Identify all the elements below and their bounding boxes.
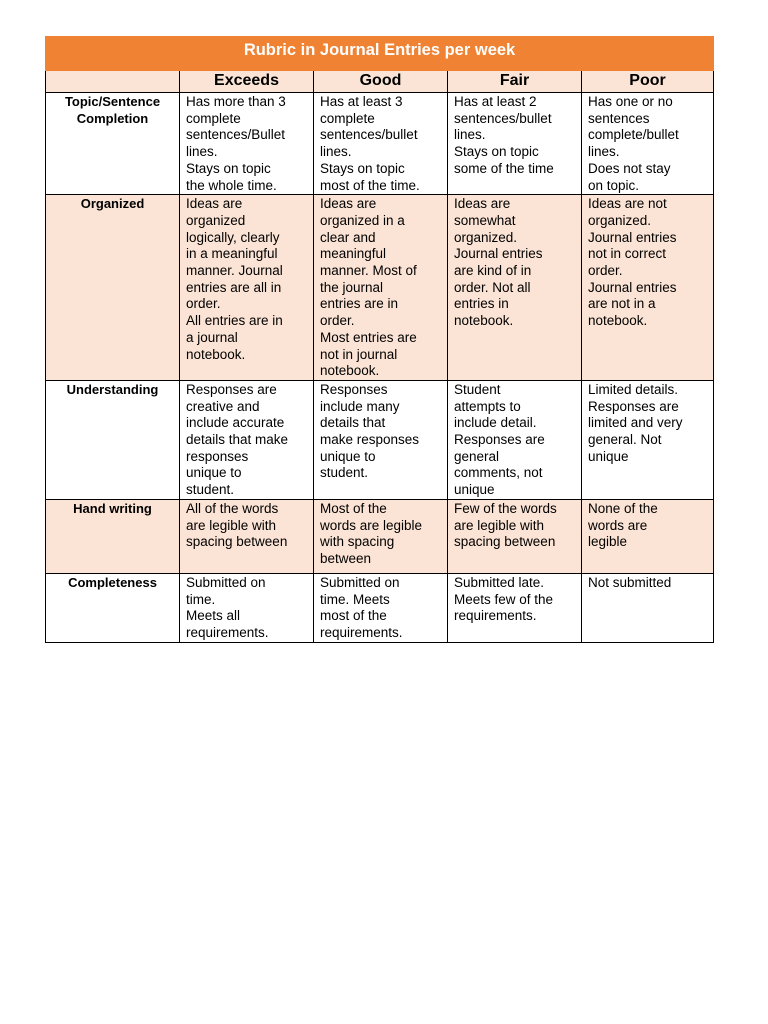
corner-header-cell (46, 71, 180, 93)
rubric-cell: Responses include many details that make responses unique to student. (314, 380, 448, 499)
rubric-title: Rubric in Journal Entries per week (46, 37, 714, 71)
rubric-cell: Has one or no sentences complete/bullet lines. Does not stay on topic. (582, 93, 714, 195)
column-header-good: Good (314, 71, 448, 93)
table-row (46, 380, 714, 499)
rubric-cell: All of the words are legible with spacing between (180, 499, 314, 573)
rubric-cell: Submitted late. Meets few of the requirements. (448, 573, 582, 642)
table-row (46, 499, 714, 573)
column-header-exceeds: Exceeds (180, 71, 314, 93)
rubric-cell: Has at least 3 complete sentences/bullet lines. Stays on topic most of the time. (314, 93, 448, 195)
rubric-cell: Ideas are organized logically, clearly in a meaningful manner. Journal entries are all in order. All entries are in a journal notebook. (180, 195, 314, 381)
rubric-cell: Limited details. Responses are limited and very general. Not unique (582, 380, 714, 499)
rubric-cell: Few of the words are legible with spacing between (448, 499, 582, 573)
table-row (46, 573, 714, 642)
header-row (46, 71, 714, 93)
column-header-fair: Fair (448, 71, 582, 93)
criterion-organized: Organized (46, 195, 180, 381)
rubric-cell: Student attempts to include detail. Responses are general comments, not unique (448, 380, 582, 499)
rubric-cell: Ideas are somewhat organized. Journal entries are kind of in order. Not all entries in notebook. (448, 195, 582, 381)
rubric-cell: Ideas are organized in a clear and meaningful manner. Most of the journal entries are in order. Most entries are not in journal notebook. (314, 195, 448, 381)
table-row (46, 93, 714, 195)
criterion-understanding: Understanding (46, 380, 180, 499)
rubric-cell: Has at least 2 sentences/bullet lines. Stays on topic some of the time (448, 93, 582, 195)
criterion-topic-sentence-completion: Topic/Sentence Completion (46, 93, 180, 195)
rubric-cell: Submitted on time. Meets all requirements. (180, 573, 314, 642)
rubric-cell: Submitted on time. Meets most of the requirements. (314, 573, 448, 642)
rubric-cell: Responses are creative and include accurate details that make responses unique to student. (180, 380, 314, 499)
table-row (46, 195, 714, 381)
rubric-cell: Ideas are not organized. Journal entries not in correct order. Journal entries are not in a notebook. (582, 195, 714, 381)
column-header-poor: Poor (582, 71, 714, 93)
rubric-cell: Not submitted (582, 573, 714, 642)
rubric-table (45, 36, 714, 643)
rubric-cell: None of the words are legible (582, 499, 714, 573)
rubric-cell: Most of the words are legible with spacing between (314, 499, 448, 573)
title-row (46, 37, 714, 71)
criterion-hand-writing: Hand writing (46, 499, 180, 573)
criterion-completeness: Completeness (46, 573, 180, 642)
rubric-cell: Has more than 3 complete sentences/Bullet lines. Stays on topic the whole time. (180, 93, 314, 195)
